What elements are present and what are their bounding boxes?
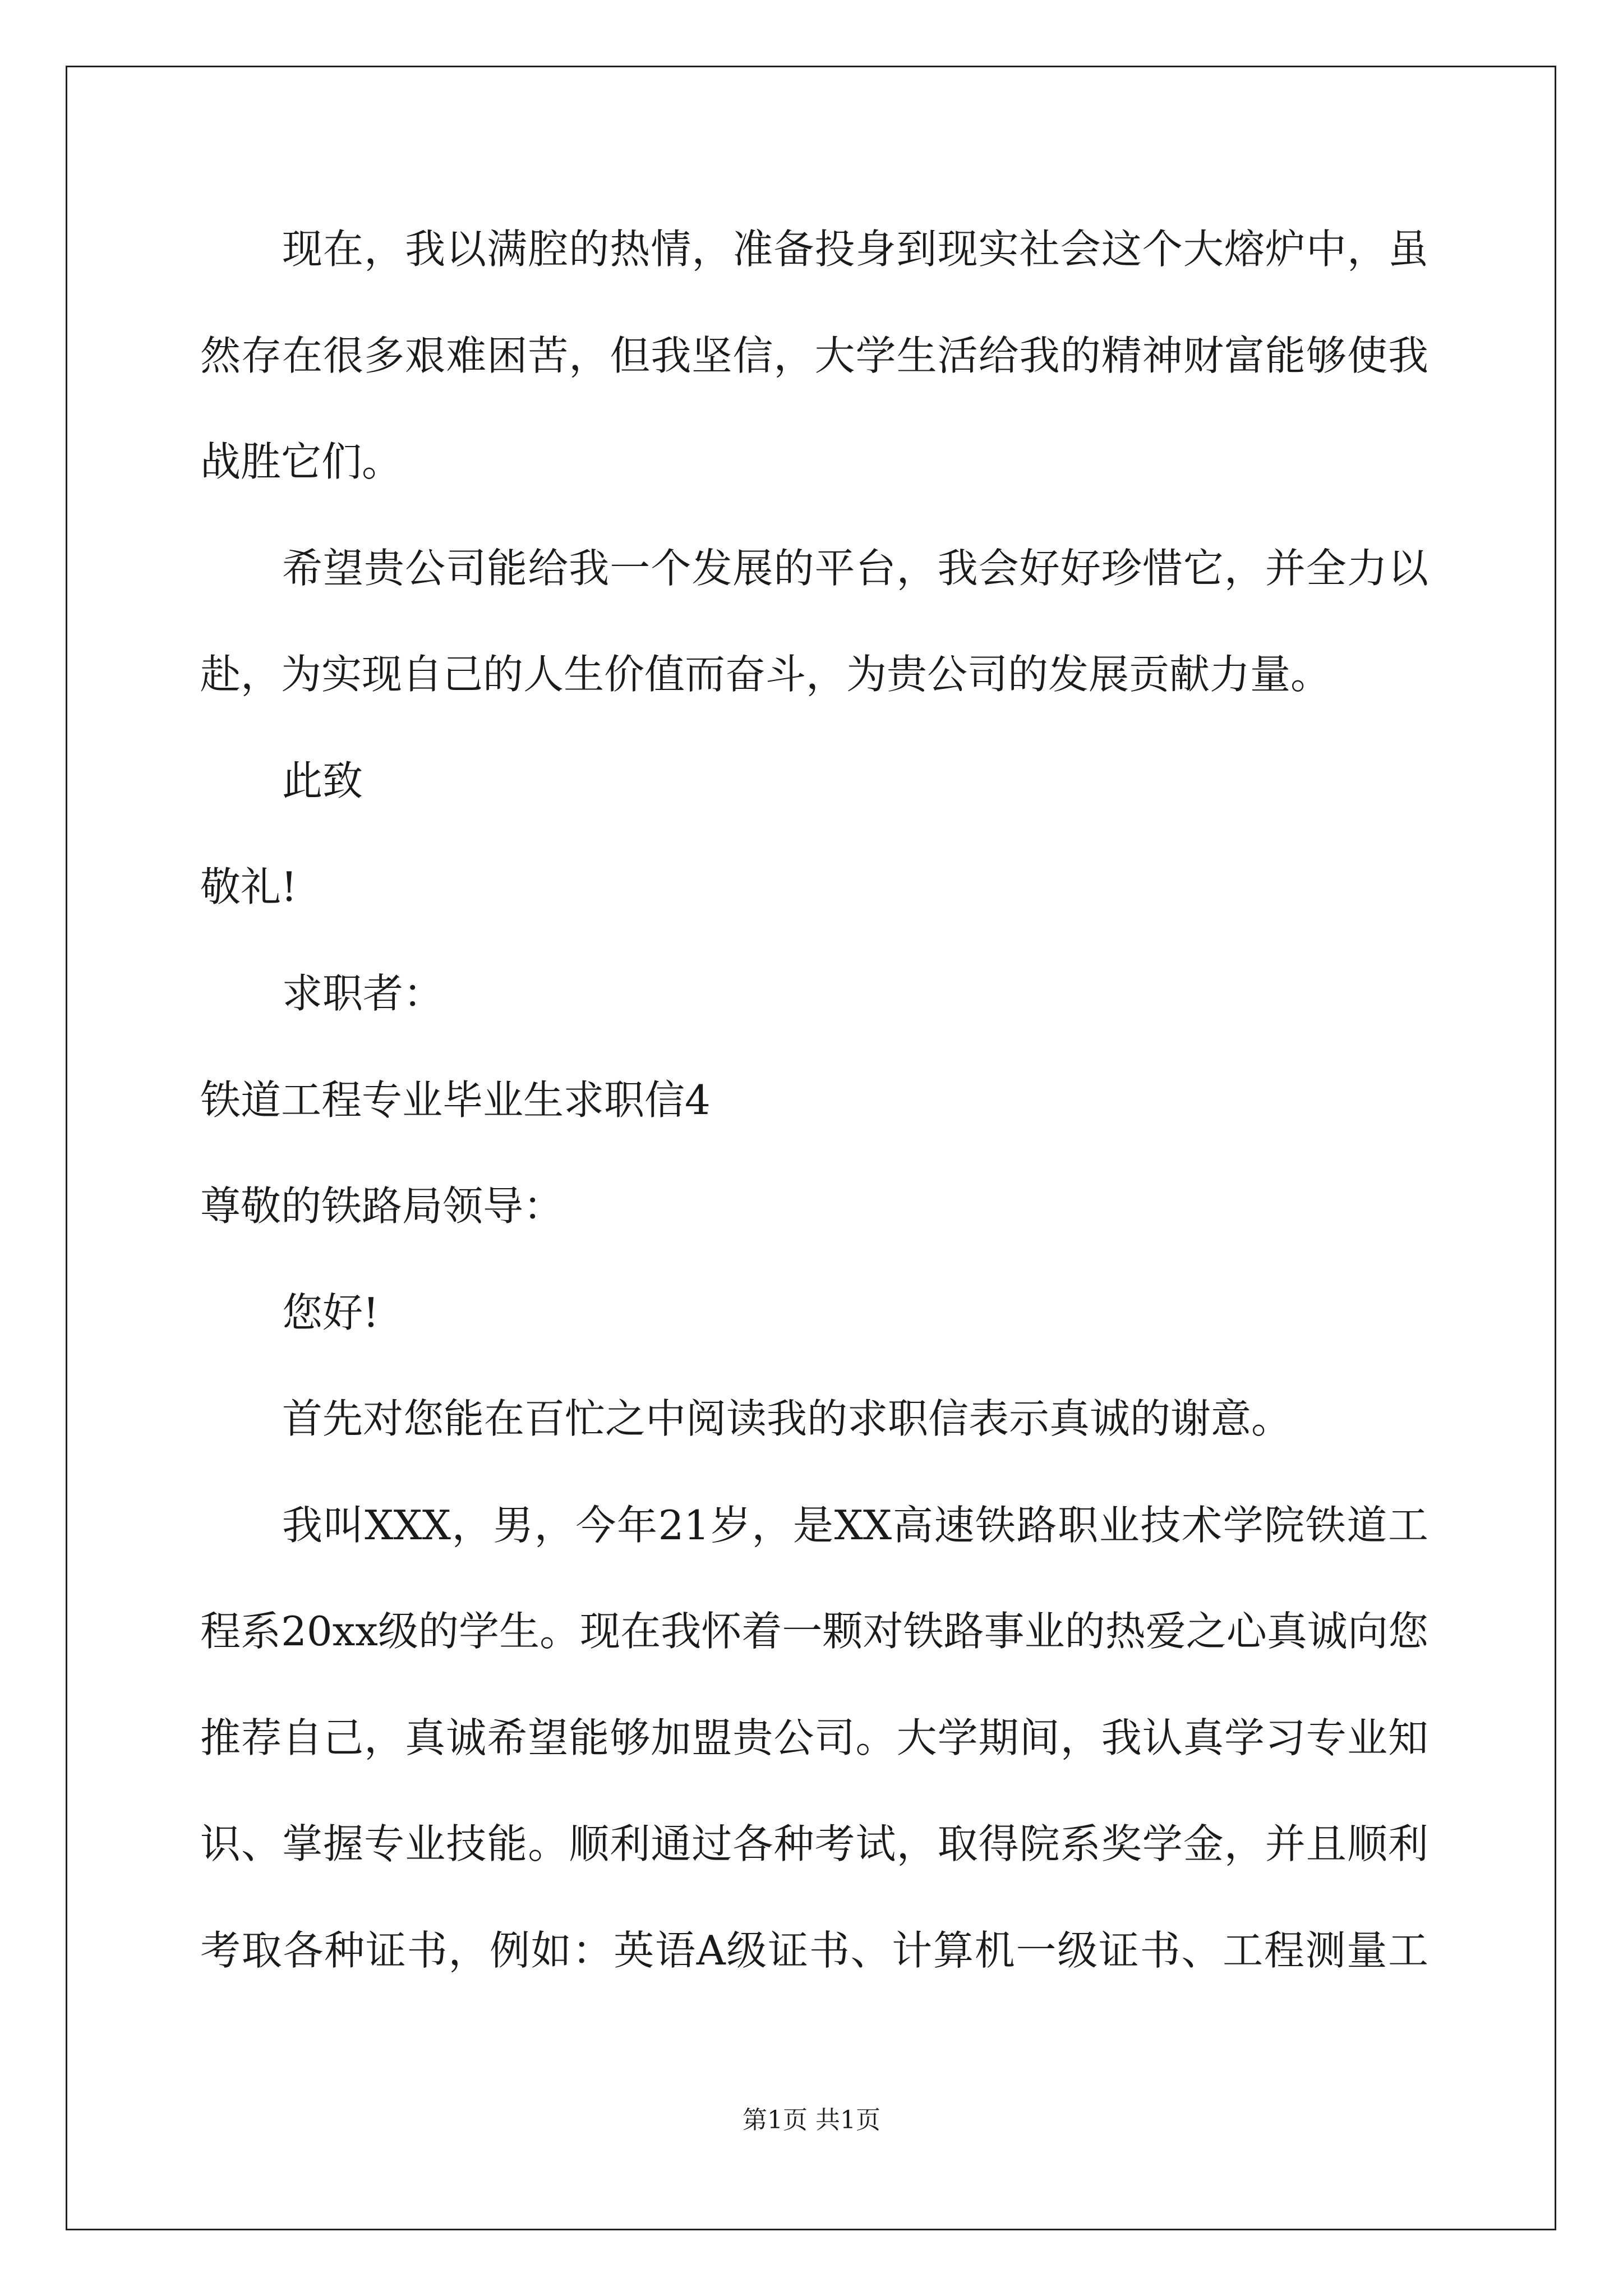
paragraph-line: 考取各种证书，例如：英语A级证书、计算机一级证书、工程测量工 [200,1927,1428,1974]
page-border [66,66,1556,2230]
closing-regards: 敬礼! [200,863,297,910]
paragraph-line: 推荐自己，真诚希望能够加盟贵公司。大学期间，我认真学习专业知 [200,1714,1428,1761]
paragraph-line: 现在，我以满腔的热情，准备投身到现实社会这个大熔炉中，虽 [282,226,1428,273]
greeting: 您好! [282,1289,379,1336]
recipient-greeting: 尊敬的铁路局领导： [200,1182,564,1230]
signature-label: 求职者： [282,970,444,1017]
closing-salutation: 此致 [282,757,363,804]
paragraph-line: 战胜它们。 [200,438,403,485]
paragraph-line: 我叫XXX，男，今年21岁，是XX高速铁路职业技术学院铁道工 [282,1502,1428,1549]
paragraph-line: 首先对您能在百忙之中阅读我的求职信表示真诚的谢意。 [282,1395,1292,1442]
page-footer: 第1页 共1页 [743,2106,880,2134]
paragraph-line: 然存在很多艰难困苦，但我坚信，大学生活给我的精神财富能够使我 [200,332,1428,379]
paragraph-line: 希望贵公司能给我一个发展的平台，我会好好珍惜它，并全力以 [282,545,1428,592]
paragraph-line: 赴，为实现自己的人生价值而奋斗，为贵公司的发展贡献力量。 [200,651,1331,698]
letter-title: 铁道工程专业毕业生求职信4 [200,1076,711,1124]
paragraph-line: 程系20xx级的学生。现在我怀着一颗对铁路事业的热爱之心真诚向您 [200,1608,1428,1655]
paragraph-line: 识、掌握专业技能。顺利通过各种考试，取得院系奖学金，并且顺利 [200,1820,1428,1867]
